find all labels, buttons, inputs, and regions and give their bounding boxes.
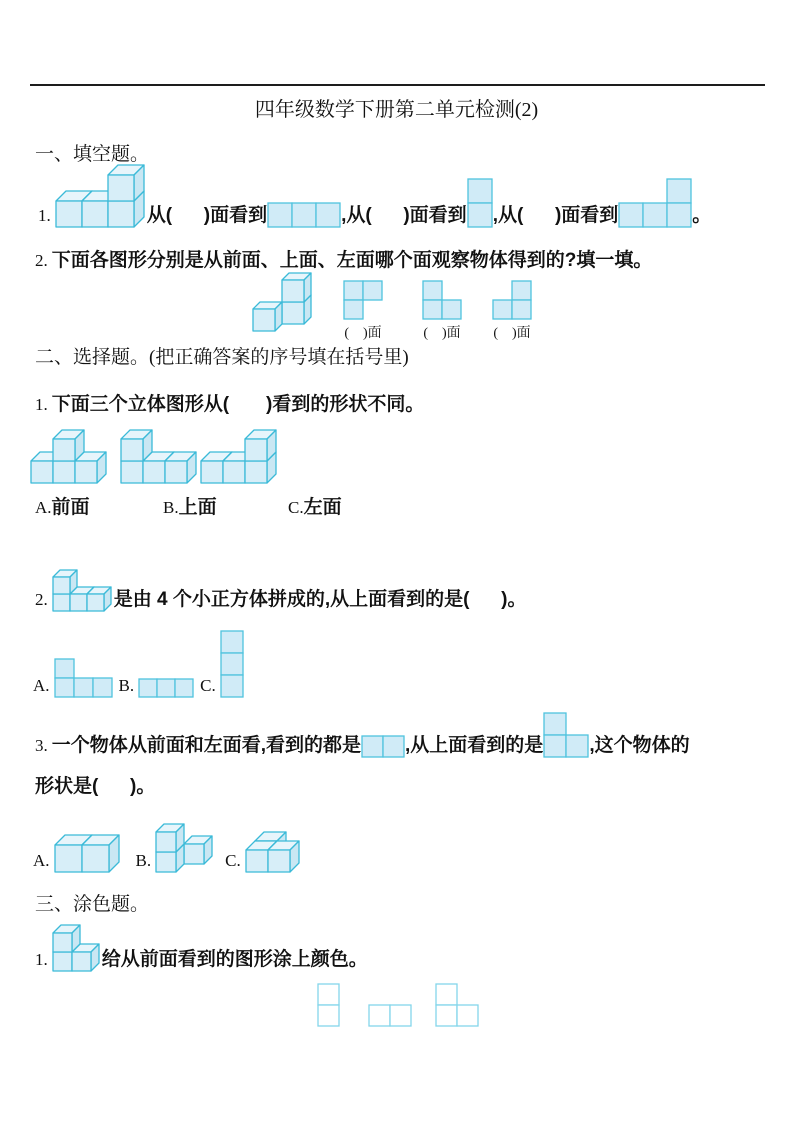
s2-q1-option-a-text: 前面 [51,497,90,518]
s2-q3-seg2: ,从上面看到的是 [405,735,544,756]
s2-q3-option-b-prefix: B. [135,851,152,870]
view-shape-s2q2-b [138,678,194,698]
coloring-shape-2 [368,1004,412,1027]
s2-q3-seg1: 一个物体从前面和左面看,看到的都是 [51,735,362,756]
coloring-shape-1 [317,983,340,1027]
top-rule [30,84,765,86]
s2-q2-options [33,628,244,698]
s1-q1-seg3: ,从( )面看到 [492,205,619,226]
section1-heading: 一、填空题。 [35,144,150,165]
s3-q1-line [35,918,368,972]
view-shape-s2q3-1 [361,735,405,758]
view-shape-s1q1-left [467,178,493,228]
s1-q2-text: 下面各图形分别是从前面、上面、左面哪个面观察物体得到的?填一填。 [51,250,653,271]
s2-q1-option-c-prefix: C. [288,498,304,517]
s2-q3-option-c-prefix: C. [225,851,241,870]
s2-q2-option-b-prefix: B. [118,676,135,695]
s2-q3-number: 3. [35,736,48,755]
s1-q1-number: 1. [38,206,51,225]
s3-q1-text: 给从前面看到的图形涂上颜色。 [101,949,368,970]
s1-q2-blank-2: ( )面 [423,326,461,341]
view-shape-s1q2-2 [422,280,462,320]
cube-figure-s2q3-c [245,831,309,873]
view-shape-s1q1-top [267,202,341,228]
cube-figure-s1q1 [55,164,145,228]
coloring-shape-3 [435,983,479,1027]
s1-q1-end: 。 [692,205,712,226]
s2-q3-option-a-prefix: A. [33,851,50,870]
s2-q1-option-c [288,492,342,520]
cube-figure-s2q3-b [155,815,213,873]
s2-q2-text: 是由 4 个小正方体拼成的,从上面看到的是( )。 [113,589,527,610]
s2-q2-number: 2. [35,590,48,609]
s2-q1-number: 1. [35,395,48,414]
s2-q1-option-b [163,492,217,520]
section2-heading: 二、选择题。(把正确答案的序号填在括号里) [35,347,409,368]
s1-q2-number: 2. [35,251,48,270]
s1-q2-blank-3: ( )面 [493,326,531,341]
s2-q1-option-a [35,492,90,520]
s2-q1-option-a-prefix: A. [35,498,52,517]
s3-q1-number: 1. [35,950,48,969]
section3-heading: 三、涂色题。 [35,894,150,915]
s2-q3-line1 [35,712,690,758]
view-shape-s2q3-2 [543,712,589,758]
cube-figure-s3q1 [52,924,100,972]
s2-q1-option-b-text: 上面 [178,497,217,518]
s1-q2-blank-1: ( )面 [344,326,382,341]
view-shape-s2q2-a [54,658,113,698]
s2-q3-seg3: ,这个物体的 [589,735,690,756]
s1-q1-line [38,166,711,228]
cube-figure-s2q1-a [30,429,107,484]
cube-figure-s1q2 [252,272,312,332]
s2-q1-option-c-text: 左面 [303,497,342,518]
s2-q1-line [35,389,424,417]
cube-figure-s2q1-c [200,429,277,484]
s1-q2-line [35,245,652,273]
s2-q2-option-a-prefix: A. [33,676,50,695]
view-shape-s2q2-c [220,630,244,698]
s2-q1-option-b-prefix: B. [163,498,179,517]
s2-q3-options [33,803,309,873]
page-title: 四年级数学下册第二单元检测(2) [254,99,539,121]
s2-q2-option-c-prefix: C. [200,676,216,695]
cube-figure-s2q1-b [120,429,197,484]
view-shape-s1q2-1 [343,280,383,320]
s2-q3-line2: 形状是( )。 [35,776,156,797]
s1-q1-seg1: 从( )面看到 [146,205,268,226]
s1-q1-seg2: ,从( )面看到 [341,205,467,226]
s2-q2-line [35,566,526,612]
view-shape-s1q1-front [618,178,692,228]
cube-figure-s2q3-a [54,834,120,873]
view-shape-s1q2-3 [492,280,532,320]
cube-figure-s2q2 [52,569,112,612]
s2-q1-text: 下面三个立体图形从( )看到的形状不同。 [51,394,425,415]
